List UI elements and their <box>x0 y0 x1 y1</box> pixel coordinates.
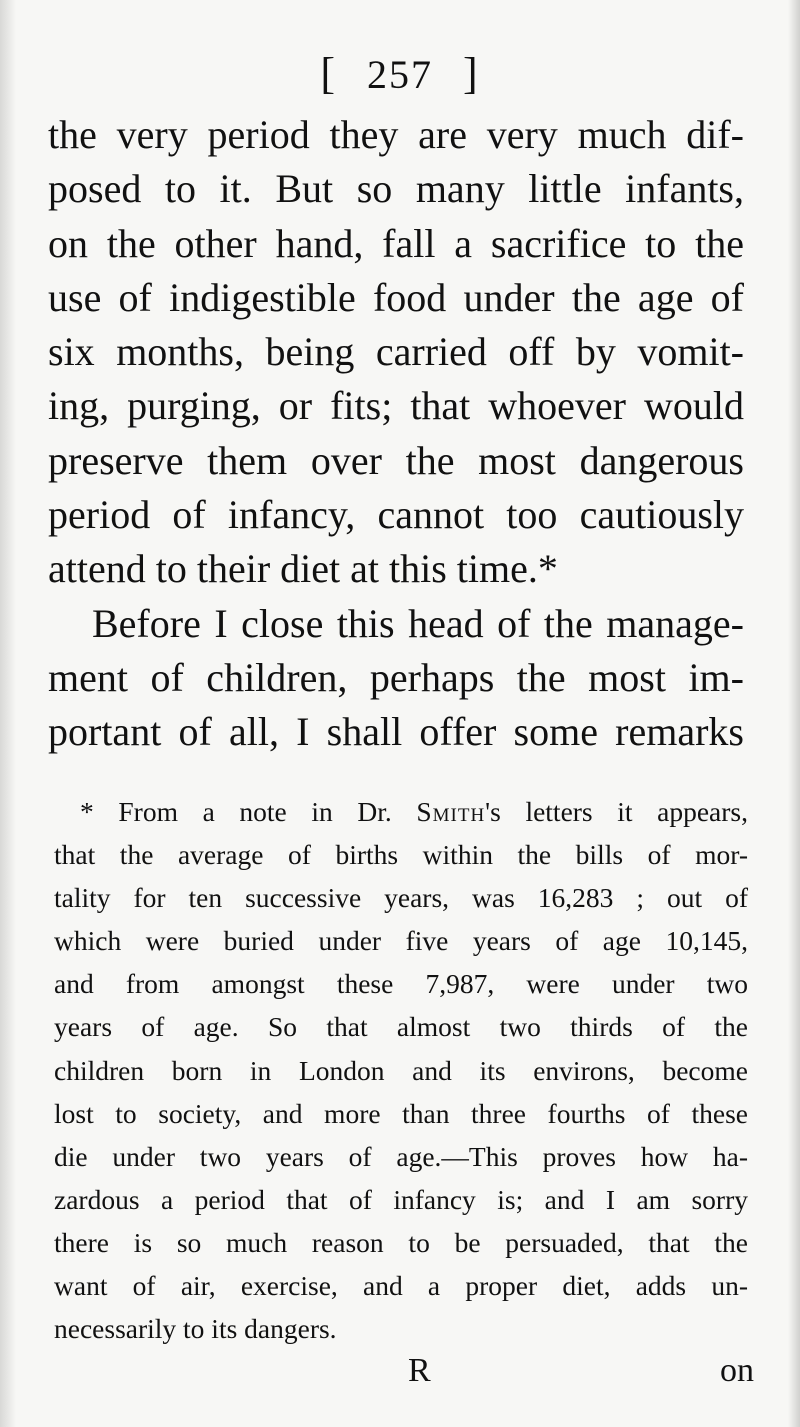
footnote-line: which were buried under five years of age 10,145, <box>54 925 748 957</box>
footnote-author-name: Smith <box>416 796 486 827</box>
header-close-bracket: ] <box>463 49 480 98</box>
footnote-block <box>54 790 748 1350</box>
body-line: period of infancy, cannot too cautiously <box>48 492 744 538</box>
body-line: portant of all, I shall offer some remarks <box>48 709 744 755</box>
footnote-line: zardous a period that of infancy is; and I am sorry <box>54 1183 748 1215</box>
footnote-line: and from amongst these 7,987, were under two <box>54 968 748 1000</box>
footnote-line: that the average of births within the bills of mor- <box>54 839 748 871</box>
footnote-prefix: * From a note in Dr. <box>80 796 417 827</box>
footnote-line: years of age. So that almost two thirds of the <box>54 1011 748 1043</box>
body-line: the very period they are very much dif- <box>48 112 744 157</box>
body-line: use of indigestible food under the age of <box>48 274 744 320</box>
body-line: ing, purging, or fits; that whoever would <box>48 383 744 429</box>
footnote-line: want of air, exercise, and a proper diet, adds un- <box>54 1270 748 1302</box>
body-line: attend to their diet at this time.* <box>48 546 558 592</box>
footnote-line: children born in London and its environs, become <box>54 1054 748 1086</box>
body-line-paragraph-start: Before I close this head of the manage- <box>92 600 744 646</box>
header-open-bracket: [ <box>320 49 337 98</box>
footnote-line: lost to society, and more than three fourths of these <box>54 1097 748 1129</box>
footnote-line: there is so much reason to be persuaded, that the <box>54 1226 748 1258</box>
page-header <box>0 48 800 99</box>
catchword: on <box>720 1352 754 1389</box>
body-line: ment of children, perhaps the most im- <box>48 654 744 700</box>
footnote-line-first <box>54 790 748 833</box>
page-left-edge-shadow <box>0 0 16 1427</box>
page-number: 257 <box>367 52 433 97</box>
footnote-line: necessarily to its dangers. <box>54 1313 337 1345</box>
footnote-line: tality for ten successive years, was 16,283 ; out of <box>54 882 748 914</box>
footnote-line: die under two years of age.—This proves how ha- <box>54 1140 748 1172</box>
body-line: six months, being carried off by vomit- <box>48 329 744 375</box>
footnote-suffix: 's letters it appears, <box>485 796 748 827</box>
main-text-block <box>48 108 744 760</box>
body-line: posed to it. But so many little infants, <box>48 166 744 212</box>
body-line: preserve them over the most dangerous <box>48 437 744 483</box>
signature-mark: R <box>408 1352 431 1389</box>
body-line: on the other hand, fall a sacrifice to the <box>48 220 744 266</box>
page-right-edge-shadow <box>788 0 800 1427</box>
